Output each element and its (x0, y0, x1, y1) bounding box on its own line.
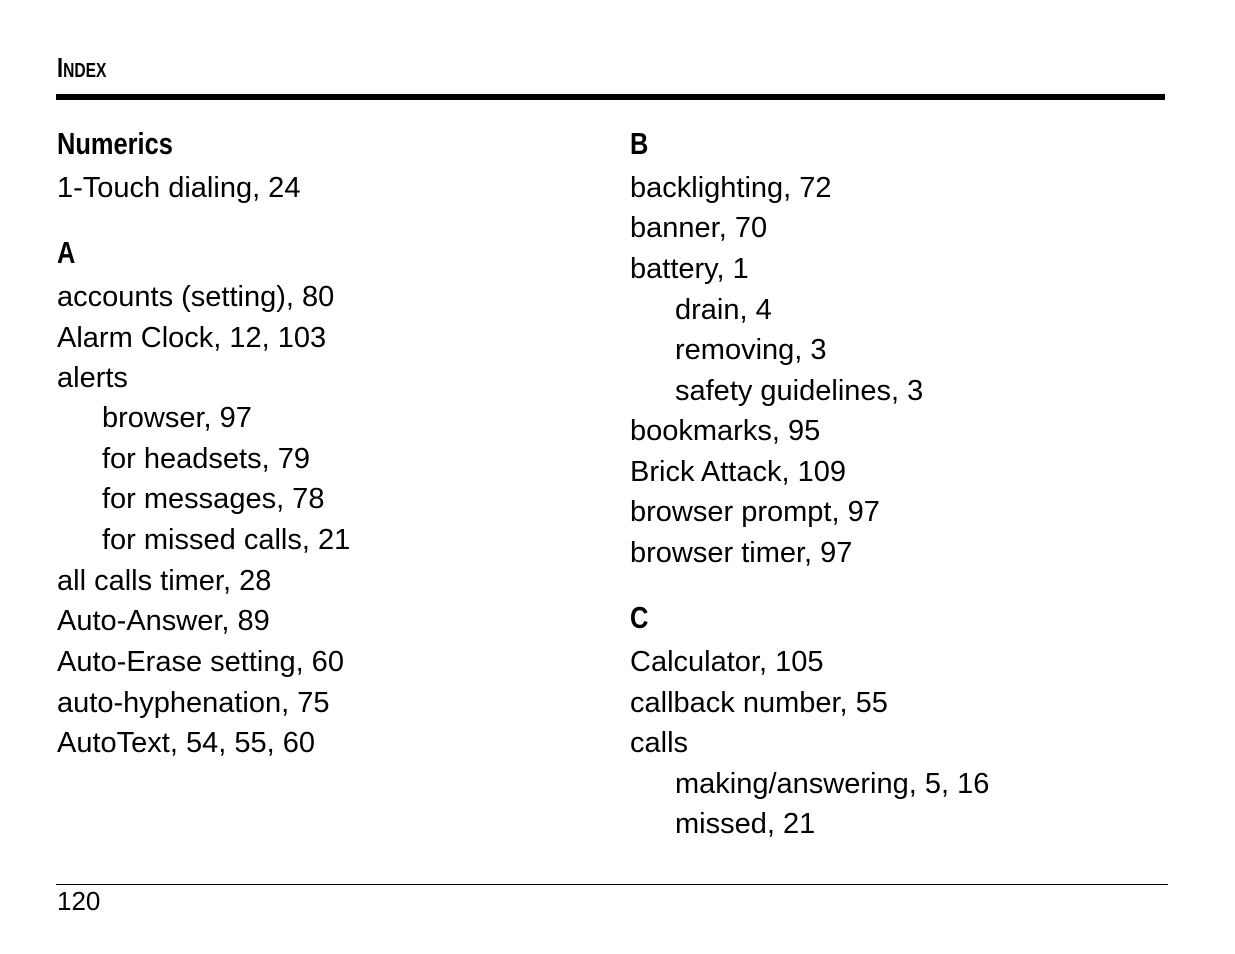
index-subentry: removing, 3 (675, 334, 827, 366)
index-subentry: browser, 97 (102, 402, 252, 434)
index-subentry: for headsets, 79 (102, 443, 310, 475)
section-heading-a: A (57, 235, 76, 270)
section-heading-b: B (630, 126, 649, 161)
index-subentry: for messages, 78 (102, 483, 325, 515)
index-entry: Calculator, 105 (630, 646, 824, 678)
index-entry: banner, 70 (630, 212, 768, 244)
index-entry: callback number, 55 (630, 687, 888, 719)
section-heading-numerics: Numerics (57, 126, 173, 161)
header-divider (56, 94, 1165, 100)
index-subentry: missed, 21 (675, 808, 816, 840)
index-entry: Brick Attack, 109 (630, 456, 846, 488)
index-entry: browser timer, 97 (630, 537, 853, 569)
index-entry: AutoText, 54, 55, 60 (57, 727, 315, 759)
index-entry: alerts (57, 362, 128, 394)
index-entry: browser prompt, 97 (630, 496, 880, 528)
index-entry: all calls timer, 28 (57, 565, 272, 597)
index-entry: 1-Touch dialing, 24 (57, 172, 301, 204)
index-entry: Auto-Answer, 89 (57, 605, 270, 637)
index-entry: battery, 1 (630, 253, 749, 285)
index-entry: auto-hyphenation, 75 (57, 687, 330, 719)
page-title: Index (57, 52, 107, 83)
index-entry: bookmarks, 95 (630, 415, 821, 447)
index-entry: Alarm Clock, 12, 103 (57, 322, 327, 354)
index-subentry: safety guidelines, 3 (675, 375, 924, 407)
index-subentry: drain, 4 (675, 294, 772, 326)
index-entry: backlighting, 72 (630, 172, 832, 204)
page-number: 120 (57, 886, 101, 916)
index-entry: calls (630, 727, 689, 759)
index-subentry: for missed calls, 21 (102, 524, 351, 556)
index-entry: accounts (setting), 80 (57, 281, 335, 313)
section-heading-c: C (630, 600, 649, 635)
footer-divider (56, 884, 1168, 885)
index-entry: Auto-Erase setting, 60 (57, 646, 344, 678)
index-subentry: making/answering, 5, 16 (675, 768, 990, 800)
